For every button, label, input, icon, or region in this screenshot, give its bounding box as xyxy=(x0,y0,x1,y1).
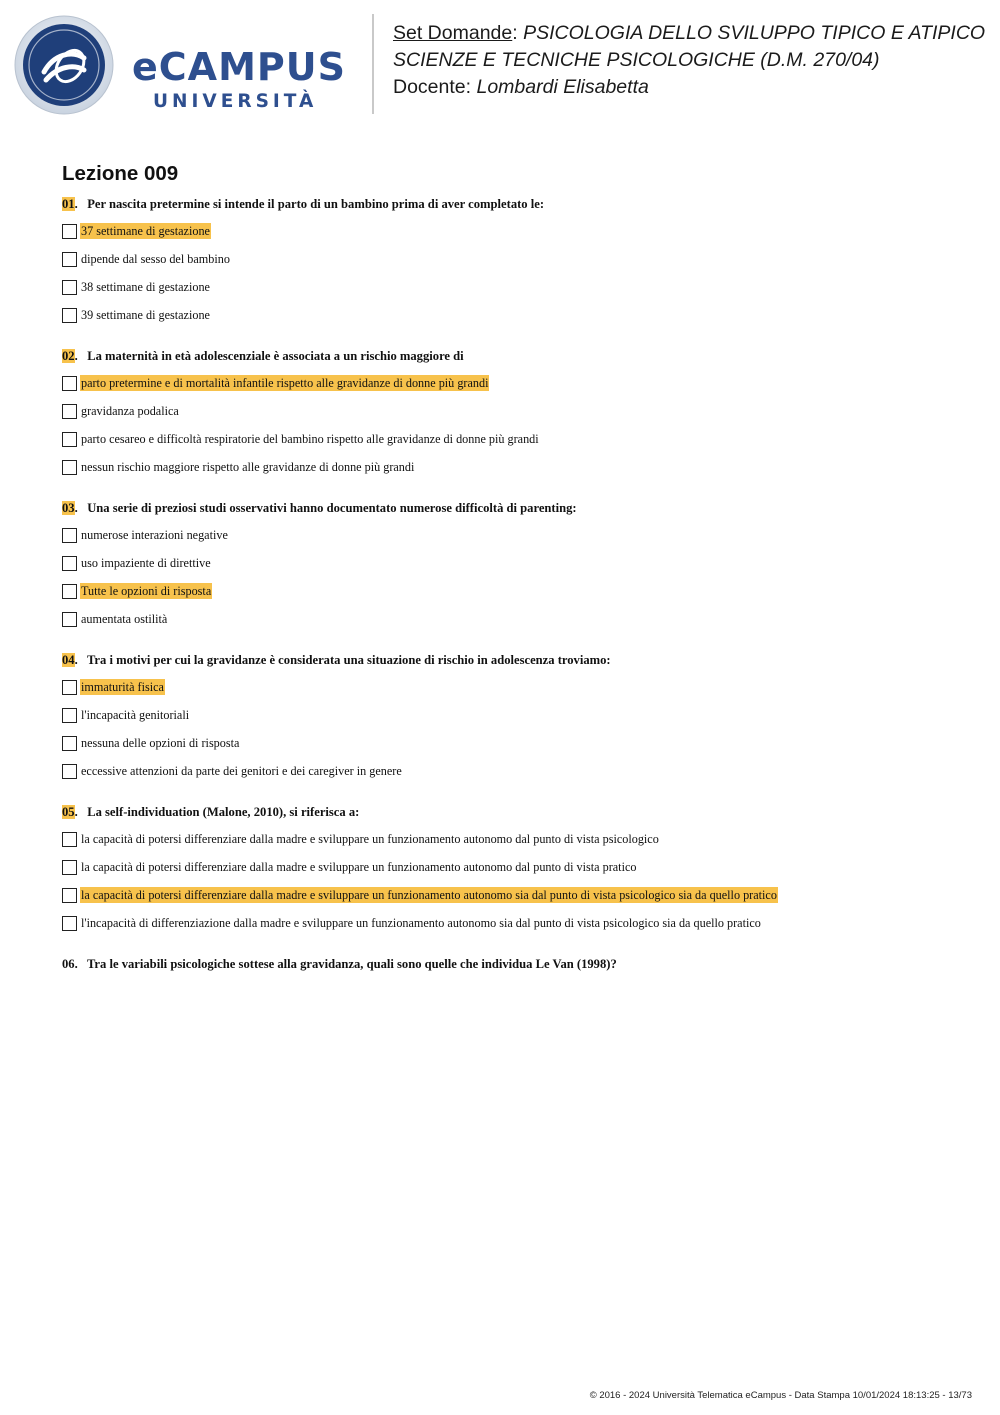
question-text: Tra le variabili psicologiche sottese alla gravidanza, quali sono quelle che individua Le Van (1998)? xyxy=(86,957,617,971)
answer-option xyxy=(62,915,982,943)
answer-text: parto cesareo e difficoltà respiratorie del bambino rispetto alle gravidanze di donne più grandi xyxy=(81,432,539,446)
question-04 xyxy=(62,652,982,791)
question-title: 04. Tra i motivi per cui la gravidanze è considerata una situazione di rischio in adolescenza troviamo: xyxy=(62,653,611,667)
answer-option xyxy=(62,307,982,335)
answer-text: gravidanza podalica xyxy=(81,404,179,418)
answer-text: l'incapacità genitoriali xyxy=(81,708,190,722)
answer-checkbox[interactable] xyxy=(62,680,77,695)
question-number: 04 xyxy=(62,653,75,667)
answer-option xyxy=(62,831,982,859)
question-title: 02. La maternità in età adolescenziale è associata a un rischio maggiore di xyxy=(62,349,464,363)
question-list xyxy=(62,196,982,986)
answer-checkbox[interactable] xyxy=(62,528,77,543)
question-number: 06 xyxy=(62,957,75,971)
answer-option xyxy=(62,279,982,307)
answer-checkbox[interactable] xyxy=(62,376,77,391)
answer-text: 39 settimane di gestazione xyxy=(81,308,210,322)
answer-checkbox[interactable] xyxy=(62,736,77,751)
question-text: Una serie di preziosi studi osservativi hanno documentato numerose difficoltà di parenting: xyxy=(87,501,577,515)
answer-option xyxy=(62,375,982,403)
answer-text: eccessive attenzioni da parte dei genitori e dei caregiver in genere xyxy=(81,764,402,778)
answer-option xyxy=(62,251,982,279)
answer-text: nessuna delle opzioni di risposta xyxy=(81,736,240,750)
answer-option xyxy=(62,403,982,431)
answer-option xyxy=(62,679,982,707)
question-text: La maternità in età adolescenziale è associata a un rischio maggiore di xyxy=(87,349,464,363)
question-text: La self-individuation (Malone, 2010), si riferisca a: xyxy=(87,805,360,819)
question-title: 03. Una serie di preziosi studi osservativi hanno documentato numerose difficoltà di parenting: xyxy=(62,501,577,515)
question-number: 03 xyxy=(62,501,75,515)
course-info xyxy=(393,20,985,101)
docente-name: Lombardi Elisabetta xyxy=(476,76,649,98)
answer-text: la capacità di potersi differenziare dalla madre e sviluppare un funzionamento autonomo dal punto di vista pratico xyxy=(81,860,637,874)
question-title: 06. Tra le variabili psicologiche sottese alla gravidanza, quali sono quelle che individua Le Van (1998)? xyxy=(62,957,617,971)
answer-option xyxy=(62,611,982,639)
lesson-title: Lezione 009 xyxy=(62,162,179,185)
answer-option xyxy=(62,859,982,887)
answer-checkbox[interactable] xyxy=(62,584,77,599)
answer-option xyxy=(62,707,982,735)
answer-checkbox[interactable] xyxy=(62,860,77,875)
question-title: 01. Per nascita pretermine si intende il parto di un bambino prima di aver completato le: xyxy=(62,197,545,211)
question-06 xyxy=(62,956,982,973)
question-02 xyxy=(62,348,982,487)
answer-checkbox[interactable] xyxy=(62,404,77,419)
answer-text-highlighted: Tutte le opzioni di risposta xyxy=(81,584,212,598)
answer-checkbox[interactable] xyxy=(62,764,77,779)
answer-text: aumentata ostilità xyxy=(81,612,168,626)
question-number: 01 xyxy=(62,197,75,211)
document-header xyxy=(0,0,1000,130)
answer-text: uso impaziente di direttive xyxy=(81,556,211,570)
docente-line xyxy=(393,74,985,101)
answer-checkbox[interactable] xyxy=(62,556,77,571)
course-title-line: Set Domande: PSICOLOGIA DELLO SVILUPPO TIPICO E ATIPICO xyxy=(393,22,986,44)
question-03 xyxy=(62,500,982,639)
answer-text-highlighted: 37 settimane di gestazione xyxy=(81,224,210,238)
question-text: Tra i motivi per cui la gravidanze è considerata una situazione di rischio in adolescenza troviamo: xyxy=(86,653,611,667)
answer-text-highlighted: immaturità fisica xyxy=(81,680,164,694)
question-number: 02 xyxy=(62,349,75,363)
question-01 xyxy=(62,196,982,335)
question-text: Per nascita pretermine si intende il parto di un bambino prima di aver completato le: xyxy=(87,197,545,211)
answer-checkbox[interactable] xyxy=(62,280,77,295)
question-05 xyxy=(62,804,982,943)
header-divider xyxy=(372,14,374,114)
brand-subtitle: UNIVERSITÀ xyxy=(153,91,318,112)
answer-text-highlighted: parto pretermine e di mortalità infantile rispetto alle gravidanze di donne più grandi xyxy=(81,376,489,390)
answer-option xyxy=(62,527,982,555)
answer-text: numerose interazioni negative xyxy=(81,528,228,542)
answer-text: 38 settimane di gestazione xyxy=(81,280,210,294)
answer-option xyxy=(62,583,982,611)
set-domande-label: Set Domande xyxy=(393,22,513,44)
question-number: 05 xyxy=(62,805,75,819)
answer-option xyxy=(62,223,982,251)
answer-checkbox[interactable] xyxy=(62,460,77,475)
answer-checkbox[interactable] xyxy=(62,252,77,267)
answer-option xyxy=(62,431,982,459)
course-title: PSICOLOGIA DELLO SVILUPPO TIPICO E ATIPICO xyxy=(523,22,986,44)
question-title: 05. La self-individuation (Malone, 2010), si riferisca a: xyxy=(62,805,360,819)
answer-checkbox[interactable] xyxy=(62,224,77,239)
answer-checkbox[interactable] xyxy=(62,708,77,723)
brand-name: eCAMPUS xyxy=(132,45,346,89)
answer-checkbox[interactable] xyxy=(62,612,77,627)
answer-option xyxy=(62,555,982,583)
answer-option xyxy=(62,735,982,763)
answer-checkbox[interactable] xyxy=(62,308,77,323)
answer-text: l'incapacità di differenziazione dalla madre e sviluppare un funzionamento autonomo sia dal punto di vista psicologico sia da quello pratico xyxy=(81,916,761,930)
answer-option xyxy=(62,887,982,915)
answer-text: dipende dal sesso del bambino xyxy=(81,252,230,266)
answer-checkbox[interactable] xyxy=(62,888,77,903)
page-footer: © 2016 - 2024 Università Telematica eCampus - Data Stampa 10/01/2024 18:13:25 - 13/73 xyxy=(589,1390,972,1401)
answer-text: la capacità di potersi differenziare dalla madre e sviluppare un funzionamento autonomo dal punto di vista psicologico xyxy=(81,832,659,846)
answer-checkbox[interactable] xyxy=(62,432,77,447)
degree-name: SCIENZE E TECNICHE PSICOLOGICHE (D.M. 270/04) xyxy=(393,49,880,71)
answer-option xyxy=(62,763,982,791)
answer-checkbox[interactable] xyxy=(62,832,77,847)
ecampus-logo xyxy=(14,14,359,116)
degree-line xyxy=(393,47,985,74)
docente-label: Docente: xyxy=(393,76,472,98)
answer-text: nessun rischio maggiore rispetto alle gravidanze di donne più grandi xyxy=(81,460,415,474)
answer-text-highlighted: la capacità di potersi differenziare dalla madre e sviluppare un funzionamento autonomo sia dal punto di vista psicologico sia da quello pratico xyxy=(81,888,777,902)
answer-checkbox[interactable] xyxy=(62,916,77,931)
answer-option xyxy=(62,459,982,487)
